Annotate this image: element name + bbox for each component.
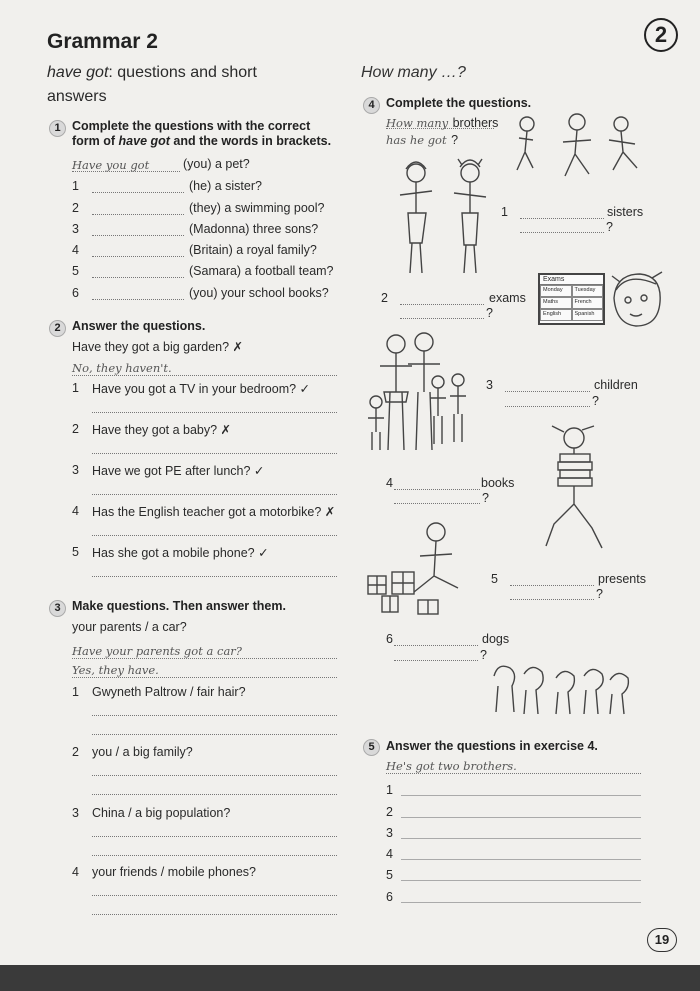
item-question: Have we got PE after lunch? ✓ xyxy=(92,464,265,478)
timetable-cell: English xyxy=(540,309,572,321)
answer-line[interactable] xyxy=(92,734,337,735)
exercise-2-instruction: Answer the questions. xyxy=(72,319,206,333)
exercise-4-number: 4 xyxy=(363,95,380,114)
exam-timetable xyxy=(538,273,605,325)
answer-blank[interactable] xyxy=(92,299,184,300)
exercise-3-number: 3 xyxy=(49,598,66,617)
answer-line[interactable] xyxy=(92,794,337,795)
exercise-4-instruction: Complete the questions. xyxy=(386,96,532,110)
answer-blank[interactable] xyxy=(394,489,480,490)
item-number: 2 xyxy=(72,745,79,759)
exercise-5-example: He's got two brothers. xyxy=(386,759,517,773)
item-number: 4 xyxy=(386,476,393,490)
exercise-5-number: 5 xyxy=(363,737,380,756)
item-number: 4 xyxy=(386,847,393,861)
page-number: 19 xyxy=(647,928,677,952)
question-line[interactable] xyxy=(92,715,337,716)
example-answer-line xyxy=(72,171,180,172)
presents-illustration xyxy=(362,516,472,621)
exercise-3-example-question: Have your parents got a car? xyxy=(72,644,242,658)
item-number: 2 xyxy=(72,422,79,436)
item-prompt: (Madonna) three sons? xyxy=(189,222,319,236)
answer-blank[interactable] xyxy=(505,406,590,407)
item-number: 5 xyxy=(72,545,79,559)
item-question: Has she got a mobile phone? ✓ xyxy=(92,546,269,560)
item-number: 3 xyxy=(72,222,79,236)
item-question: Have they got a baby? ✗ xyxy=(92,423,232,437)
exercise-2-example-question: Have they got a big garden? ✗ xyxy=(72,340,244,354)
item-number: 2 xyxy=(386,805,393,819)
unit-number-badge: 2 xyxy=(644,18,678,52)
answer-blank[interactable] xyxy=(394,660,478,661)
exercise-2-example-answer: No, they haven't. xyxy=(72,361,172,375)
boys-illustration xyxy=(505,110,655,185)
item-word: exams xyxy=(489,291,526,305)
item-prompt: you / a big family? xyxy=(92,745,193,759)
answer-line[interactable] xyxy=(92,855,337,856)
item-question: Has the English teacher got a motorbike? ✗ xyxy=(92,505,336,519)
answer-line[interactable] xyxy=(92,412,337,413)
item-number: 5 xyxy=(72,264,79,278)
answer-blank[interactable] xyxy=(400,318,484,319)
item-word: children xyxy=(594,378,638,392)
item-word: sisters xyxy=(607,205,644,219)
subtitle-have-got: have got xyxy=(47,64,109,81)
timetable-grid xyxy=(540,285,603,321)
item-prompt: (you) your school books? xyxy=(189,286,329,300)
answer-line[interactable] xyxy=(92,576,337,577)
item-number: 3 xyxy=(486,378,493,392)
answer-blank[interactable] xyxy=(520,232,604,233)
answer-line[interactable] xyxy=(92,535,337,536)
item-number: 1 xyxy=(386,783,393,797)
timetable-cell: Maths xyxy=(540,297,572,309)
example-answer-line xyxy=(72,375,337,376)
item-number: 4 xyxy=(72,243,79,257)
boy-with-books-illustration xyxy=(538,424,618,554)
item-number: 3 xyxy=(386,826,393,840)
item-number: 1 xyxy=(501,205,508,219)
how-many-heading: How many …? xyxy=(361,64,466,81)
exercise-1-example-rest: (you) a pet? xyxy=(183,157,250,171)
question-line[interactable] xyxy=(92,775,337,776)
question-line[interactable] xyxy=(92,895,337,896)
timetable-cell: Spanish xyxy=(572,309,604,321)
answer-blank[interactable] xyxy=(92,235,184,236)
timetable-header: Exams xyxy=(540,275,603,285)
item-number: 1 xyxy=(72,685,79,699)
exercise-4-example-line2: has he got ? xyxy=(386,133,459,147)
exercise-1-instruction: Complete the questions with the correct xyxy=(72,119,311,133)
dogs-illustration xyxy=(484,656,636,722)
answer-line[interactable] xyxy=(92,453,337,454)
item-prompt: (Britain) a royal family? xyxy=(189,243,317,257)
answer-blank[interactable] xyxy=(400,304,484,305)
example-answer-line xyxy=(72,677,337,678)
example-question-line xyxy=(72,658,337,659)
answer-blank[interactable] xyxy=(92,192,184,193)
answer-blank[interactable] xyxy=(394,503,480,504)
exercise-5-instruction: Answer the questions in exercise 4. xyxy=(386,739,598,753)
exercise-1-number: 1 xyxy=(49,118,66,137)
answer-line[interactable] xyxy=(401,859,641,860)
answer-blank[interactable] xyxy=(92,277,184,278)
item-question: Have you got a TV in your bedroom? ✓ xyxy=(92,382,310,396)
item-number: 1 xyxy=(72,381,79,395)
question-mark: ? xyxy=(482,491,489,505)
item-prompt: (they) a swimming pool? xyxy=(189,201,325,215)
item-number: 4 xyxy=(72,865,79,879)
item-word: books xyxy=(481,476,515,490)
item-prompt: Gwyneth Paltrow / fair hair? xyxy=(92,685,246,699)
item-number: 2 xyxy=(381,291,388,305)
question-line[interactable] xyxy=(92,836,337,837)
item-word: presents xyxy=(598,572,646,586)
item-prompt: China / a big population? xyxy=(92,806,231,820)
exercise-3-example-prompt: your parents / a car? xyxy=(72,620,187,634)
item-number: 5 xyxy=(386,868,393,882)
answer-blank[interactable] xyxy=(510,585,594,586)
girls-illustration xyxy=(392,155,502,280)
item-number: 5 xyxy=(491,572,498,586)
item-number: 2 xyxy=(72,201,79,215)
answer-blank[interactable] xyxy=(92,256,184,257)
item-prompt: your friends / mobile phones? xyxy=(92,865,256,879)
example-line xyxy=(386,773,641,774)
answer-line[interactable] xyxy=(401,880,641,881)
item-number: 6 xyxy=(386,890,393,904)
exercise-3-instruction: Make questions. Then answer them. xyxy=(72,599,286,613)
exercise-2-number: 2 xyxy=(49,318,66,337)
item-prompt: (he) a sister? xyxy=(189,179,262,193)
exercise-4-example-line1: How many brothers xyxy=(386,116,499,130)
item-number: 6 xyxy=(386,632,393,646)
answer-blank[interactable] xyxy=(394,645,478,646)
timetable-cell: Monday xyxy=(540,285,572,297)
item-prompt: (Samara) a football team? xyxy=(189,264,334,278)
question-mark: ? xyxy=(592,394,599,408)
answer-blank[interactable] xyxy=(505,391,590,392)
scan-edge xyxy=(0,965,700,991)
item-number: 6 xyxy=(72,286,79,300)
exercise-1-instruction-line2: form of have got and the words in brackets. xyxy=(72,134,332,148)
answer-line[interactable] xyxy=(401,902,641,903)
girl-face-illustration xyxy=(606,268,666,334)
item-number: 3 xyxy=(72,806,79,820)
example-line xyxy=(386,128,494,129)
timetable-cell: French xyxy=(572,297,604,309)
answer-blank[interactable] xyxy=(510,599,594,600)
family-illustration xyxy=(362,332,480,454)
question-mark: ? xyxy=(606,220,613,234)
section-subtitle-line2: answers xyxy=(47,88,107,105)
page-title: Grammar 2 xyxy=(47,30,158,53)
answer-blank[interactable] xyxy=(520,218,604,219)
answer-line[interactable] xyxy=(401,817,641,818)
answer-line[interactable] xyxy=(401,795,641,796)
subtitle-rest: : questions and short xyxy=(108,64,257,81)
exercise-3-example-answer: Yes, they have. xyxy=(72,663,159,677)
item-number: 1 xyxy=(72,179,79,193)
question-mark: ? xyxy=(480,648,487,662)
item-word: dogs xyxy=(482,632,510,646)
answer-line[interactable] xyxy=(92,914,337,915)
timetable-cell: Tuesday xyxy=(572,285,604,297)
item-number: 3 xyxy=(72,463,79,477)
answer-blank[interactable] xyxy=(92,214,184,215)
question-mark: ? xyxy=(596,587,603,601)
section-subtitle xyxy=(47,64,257,82)
answer-line[interactable] xyxy=(92,494,337,495)
item-number: 4 xyxy=(72,504,79,518)
exercise-1-example-answer: Have you got xyxy=(72,158,150,172)
question-mark: ? xyxy=(486,306,493,320)
answer-line[interactable] xyxy=(401,838,641,839)
